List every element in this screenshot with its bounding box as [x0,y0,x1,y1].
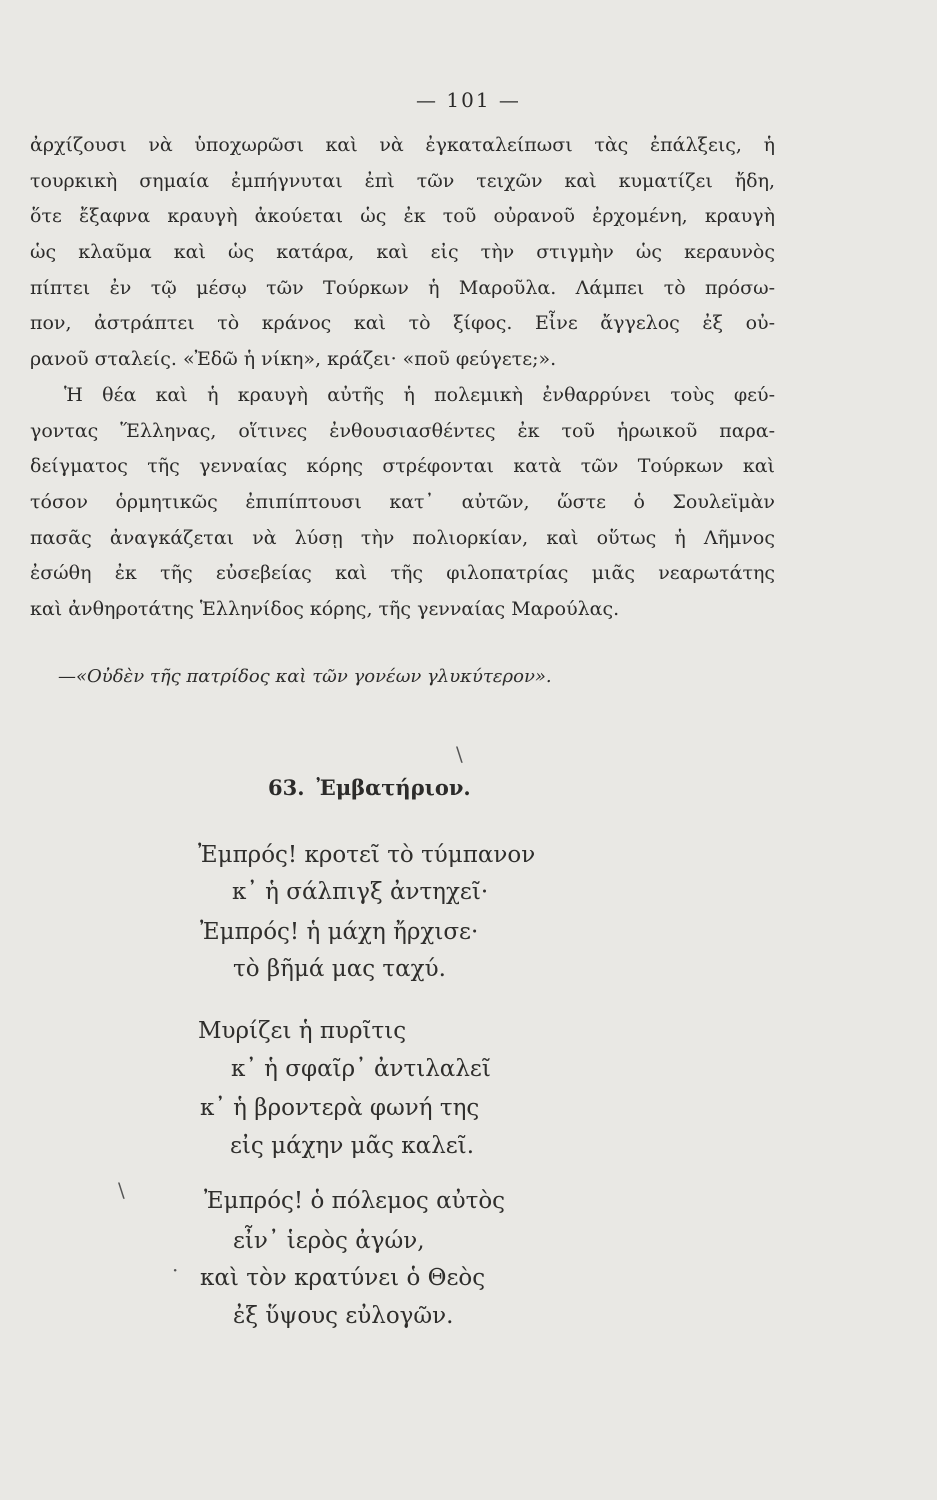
prose-line: ἀρχίζουσι νὰ ὑποχωρῶσι καὶ νὰ ἐγκαταλείπωσι τὰς ἐπάλξεις, ἡ [30,134,775,156]
prose-block [30,128,775,628]
prose-line: τόσον ὁρμητικῶς ἐπιπίπτουσι κατ᾿ αὐτῶν, ὥστε ὁ Σουλεϊμὰν [30,490,775,513]
prose-line: πίπτει ἐν τῷ μέσῳ τῶν Τούρκων ἡ Μαροῦλα. Λάμπει τὸ πρόσω- [30,276,775,299]
poem-line: καὶ τὸν κρατύνει ὁ Θεὸς [200,1265,486,1291]
poem-line: εἰς μάχην μᾶς καλεῖ. [230,1133,475,1159]
stray-mark: · [172,1258,179,1282]
stray-mark: \ [456,742,463,766]
poem-line: ἐξ ὕψους εὐλογῶν. [233,1303,454,1329]
prose-line: πον, ἀστράπτει τὸ κράνος καὶ τὸ ξίφος. Εἶνε ἄγγελος ἐξ οὐ- [30,312,775,335]
prose-line: ὅτε ἔξαφνα κραυγὴ ἀκούεται ὡς ἐκ τοῦ οὐρανοῦ ἐρχομένη, κραυγὴ [30,205,775,228]
poem-line: κ᾿ ἡ σφαῖρ᾿ ἀντιλαλεῖ [231,1056,491,1082]
poem-line: κ᾿ ἡ βροντερὰ φωνή της [200,1095,480,1121]
prose-line: δείγματος τῆς γενναίας κόρης στρέφονται κατὰ τῶν Τούρκων καὶ [30,455,775,478]
prose-line: καὶ ἀνθηροτάτης Ἑλληνίδος κόρης, τῆς γενναίας Μαρούλας. [30,597,620,620]
poem-line: Ἐμπρός! ὁ πόλεμος αὐτὸς [204,1188,506,1214]
poem-line: εἶν᾿ ἱερὸς ἀγών, [233,1228,425,1254]
stray-mark: \ [118,1178,125,1202]
prose-line: ἐσώθη ἐκ τῆς εὐσεβείας καὶ τῆς φιλοπατρίας μιᾶς νεαρωτάτης [30,562,775,585]
poem-line: Ἐμπρός! ἡ μάχη ἤρχισε· [200,919,479,945]
poem-line: τὸ βῆμά μας ταχύ. [233,956,446,982]
prose-line: γοντας Ἕλληνας, οἵτινες ἐνθουσιασθέντες ἐκ τοῦ ἡρωικοῦ παρα- [30,419,775,442]
section-title: Ἐμβατήριον. [316,775,471,800]
page-number: — 101 — [416,88,521,112]
poem-line: Μυρίζει ἡ πυρῖτις [198,1018,407,1044]
prose-line: Ἡ θέα καὶ ἡ κραυγὴ αὐτῆς ἡ πολεμικὴ ἐνθαρρύνει τοὺς φεύ- [64,383,775,406]
prose-line: πασᾶς ἀναγκάζεται νὰ λύσῃ τὴν πολιορκίαν, καὶ οὕτως ἡ Λῆμνος [30,526,775,549]
poem-line: Ἐμπρός! κροτεῖ τὸ τύμπανον [198,842,536,868]
closing-quote: —«Οὐδὲν τῆς πατρίδος καὶ τῶν γονέων γλυκύτερον». [58,666,552,687]
poem-line: κ᾿ ἡ σάλπιγξ ἀντηχεῖ· [232,879,489,905]
section-number: 63. [268,775,305,800]
prose-line: τουρκικὴ σημαία ἐμπήγνυται ἐπὶ τῶν τειχῶν καὶ κυματίζει ἤδη, [30,169,775,192]
prose-line: ὡς κλαῦμα καὶ ὡς κατάρα, καὶ εἰς τὴν στιγμὴν ὡς κεραυνὸς [30,241,775,264]
section-heading [268,775,471,800]
prose-line: ρανοῦ σταλείς. «Ἐδῶ ἡ νίκη», κράζει· «ποῦ φεύγετε;». [30,348,557,371]
